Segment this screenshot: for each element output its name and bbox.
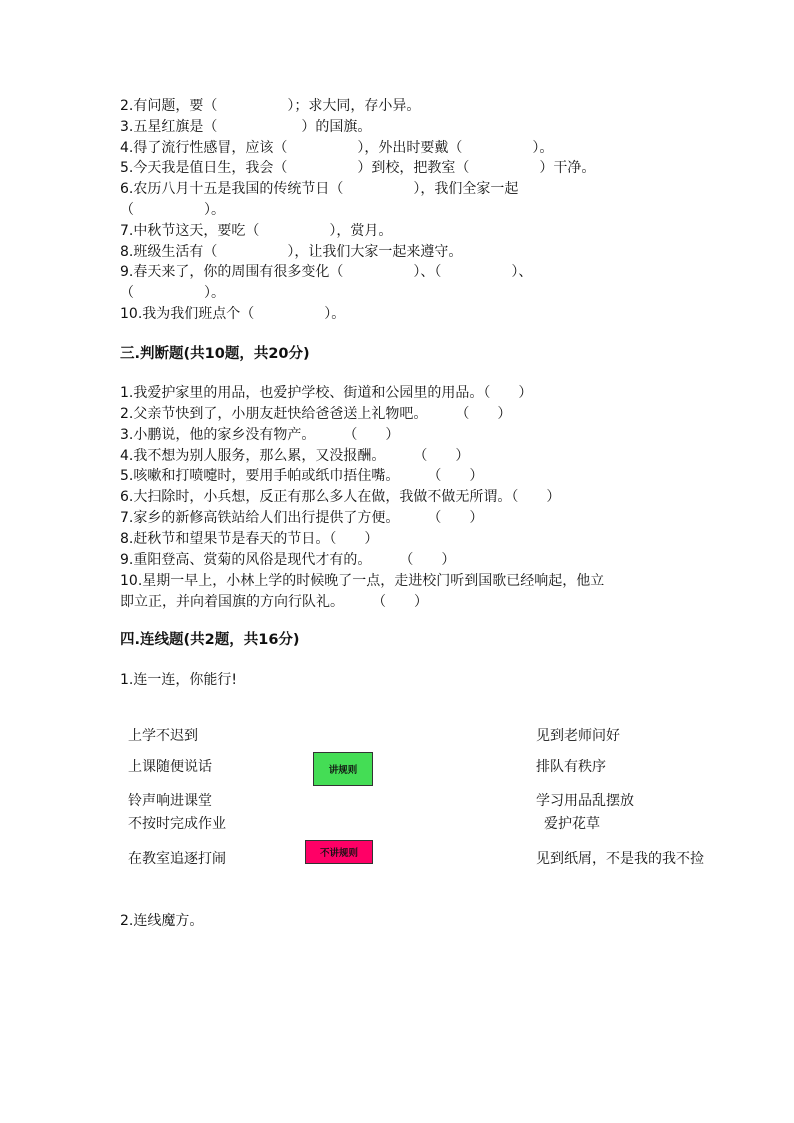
fill-in-line-3: 3.五星红旗是（ ）的国旗。 xyxy=(120,119,372,135)
right-item-4[interactable]: 爱护花草 xyxy=(544,816,600,832)
left-item-2[interactable]: 上课随便说话 xyxy=(128,759,212,775)
follow-rules-box[interactable]: 讲规则 xyxy=(313,752,373,786)
left-item-1[interactable]: 上学不迟到 xyxy=(128,728,198,744)
judge-item-3: 3.小鹏说，他的家乡没有物产。 （ ） xyxy=(120,427,400,443)
fill-in-line-5: 5.今天我是值日生，我会（ ）到校，把教室（ ）干净。 xyxy=(120,160,596,176)
matching-question-1: 1.连一连，你能行! xyxy=(120,672,237,688)
judge-item-10: 10.星期一早上，小林上学的时候晚了一点，走进校门听到国歌已经响起，他立 xyxy=(120,573,605,589)
judge-item-9: 9.重阳登高、赏菊的风俗是现代才有的。 （ ） xyxy=(120,552,456,568)
judge-item-8: 8.赶秋节和望果节是春天的节日。（ ） xyxy=(120,531,379,547)
left-item-3[interactable]: 铃声响进课堂 xyxy=(128,793,212,809)
right-item-1[interactable]: 见到老师问好 xyxy=(536,728,620,744)
fill-in-line-10: 10.我为我们班点个（ ）。 xyxy=(120,306,346,322)
judge-item-10b: 即立正，并向着国旗的方向行队礼。 （ ） xyxy=(120,594,428,610)
left-item-5[interactable]: 在教室追逐打闹 xyxy=(128,851,226,867)
fill-in-line-6: 6.农历八月十五是我国的传统节日（ ），我们全家一起 xyxy=(120,181,519,197)
fill-in-line-2: 2.有问题，要（ ）；求大同，存小异。 xyxy=(120,98,421,114)
fill-in-line-8: 8.班级生活有（ ），让我们大家一起来遵守。 xyxy=(120,244,463,260)
right-item-5[interactable]: 见到纸屑，不是我的我不捡 xyxy=(536,851,704,867)
judge-item-7: 7.家乡的新修高铁站给人们出行提供了方便。 （ ） xyxy=(120,510,484,526)
fill-in-line-4: 4.得了流行性感冒，应该（ ），外出时要戴（ ）。 xyxy=(120,140,554,156)
judge-item-6: 6.大扫除时，小兵想，反正有那么多人在做，我做不做无所谓。（ ） xyxy=(120,489,561,505)
fill-in-line-9b: （ ）。 xyxy=(120,285,225,301)
fill-in-line-9: 9.春天来了，你的周围有很多变化（ ）、（ ）、 xyxy=(120,264,533,280)
judge-item-5: 5.咳嗽和打喷嚏时，要用手帕或纸巾捂住嘴。 （ ） xyxy=(120,468,484,484)
fill-in-line-7: 7.中秋节这天，要吃（ ），赏月。 xyxy=(120,223,393,239)
break-rules-box[interactable]: 不讲规则 xyxy=(305,840,373,864)
judge-item-1: 1.我爱护家里的用品，也爱护学校、街道和公园里的用品。（ ） xyxy=(120,385,533,401)
right-item-2[interactable]: 排队有秩序 xyxy=(536,759,606,775)
judge-item-4: 4.我不想为别人服务，那么累，又没报酬。 （ ） xyxy=(120,448,470,464)
matching-question-2: 2.连线魔方。 xyxy=(120,913,204,929)
section-4-title: 四.连线题(共2题，共16分) xyxy=(120,632,300,648)
left-item-4[interactable]: 不按时完成作业 xyxy=(128,816,226,832)
fill-in-line-6b: （ ）。 xyxy=(120,202,225,218)
section-3-title: 三.判断题(共10题，共20分) xyxy=(120,346,310,362)
right-item-3[interactable]: 学习用品乱摆放 xyxy=(536,793,634,809)
judge-item-2: 2.父亲节快到了，小朋友赶快给爸爸送上礼物吧。 （ ） xyxy=(120,406,512,422)
